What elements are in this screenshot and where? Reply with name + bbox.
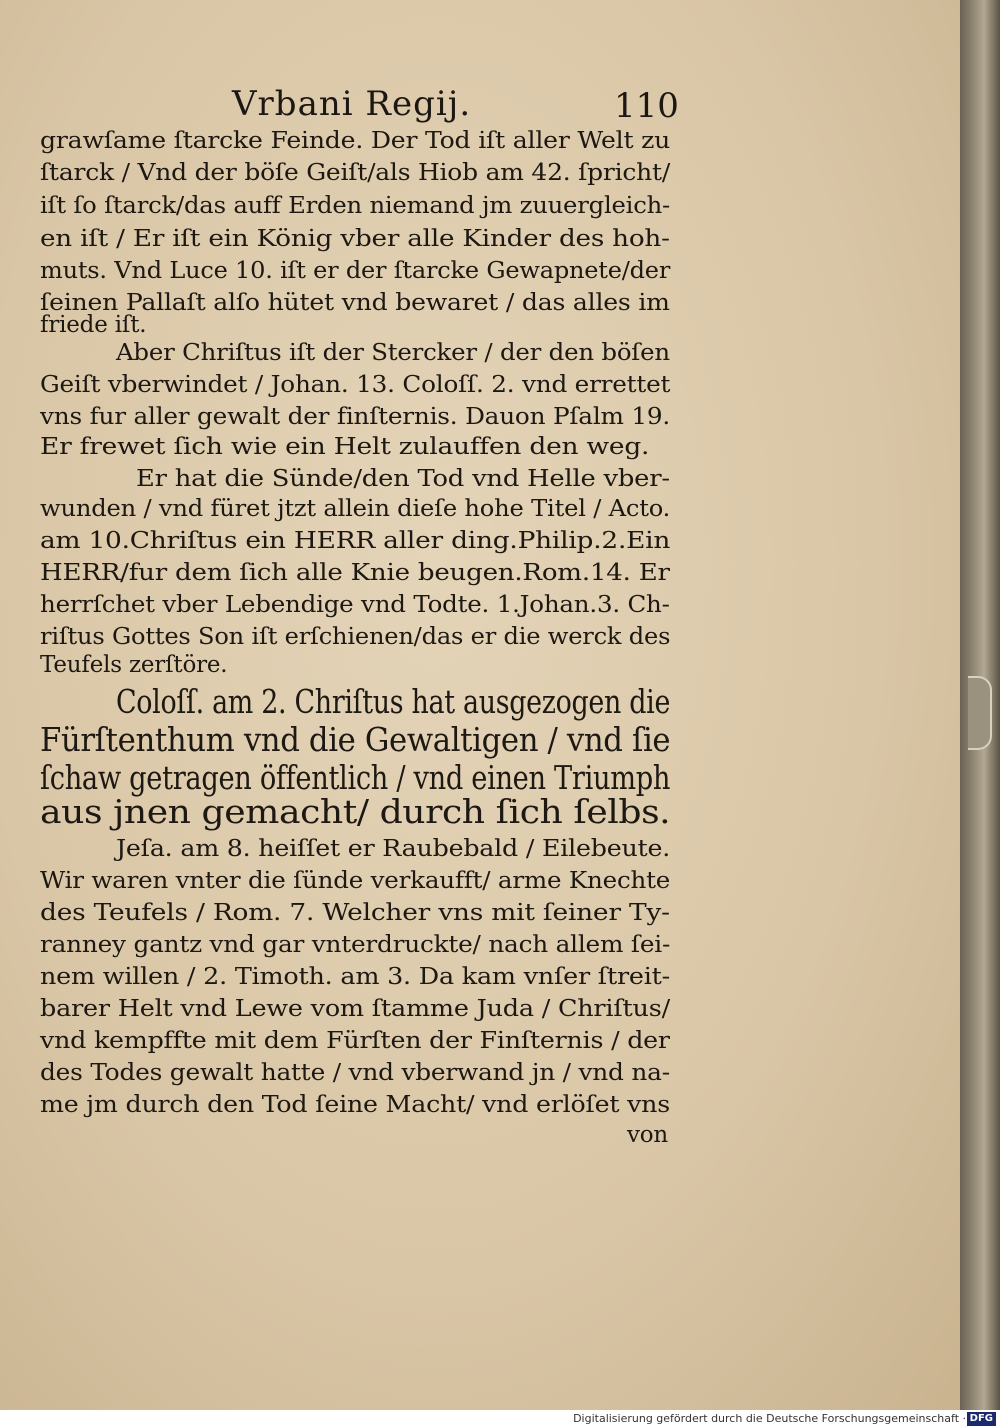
text-line-22: aus jnen gemacht/ durch ſich ſelbs. (40, 792, 671, 831)
text-line-4: en iſt / Er iſt ein König vber alle Kinder des hoh- (40, 226, 670, 252)
text-line-10: vns fur aller gewalt der finſternis. Dauon Pſalm 19. (40, 404, 671, 430)
dfg-logo: DFG (967, 1412, 996, 1426)
catchword: von (626, 1122, 668, 1148)
text-line-15: HERR/fur dem ſich alle Knie beugen.Rom.14. Er (40, 560, 670, 586)
page-number: 110 (614, 86, 679, 126)
text-line-28: barer Helt vnd Lewe vom ſtamme Juda / Chriſtus/ (40, 996, 670, 1022)
text-line-21: ſchaw getragen öffentlich / vnd einen Triumph (40, 758, 671, 797)
text-line-19: Coloſſ. am 2. Chriſtus hat ausgezogen die (116, 682, 671, 721)
text-line-3: iſt ſo ſtarck/das auff Erden niemand jm zuuergleich- (40, 193, 671, 219)
text-line-13: wunden / vnd füret jtzt allein dieſe hohe Titel / Acto. (40, 496, 671, 522)
page-tab (968, 676, 992, 750)
text-line-29: vnd kempffte mit dem Fürſten der Finſternis / der (40, 1028, 670, 1054)
footer-credit: Digitalisierung gefördert durch die Deutsche Forschungsgemeinschaft · (573, 1412, 966, 1425)
text-line-16: herrſchet vber Lebendige vnd Todte. 1.Johan.3. Ch- (40, 592, 670, 618)
text-line-31: me jm durch den Tod ſeine Macht/ vnd erlöſet vns (40, 1092, 670, 1118)
text-line-1: grawſame ſtarcke Feinde. Der Tod iſt aller Welt zu (40, 128, 671, 154)
text-line-8: Aber Chriſtus iſt der Stercker / der den böſen (116, 340, 670, 366)
text-line-20: Fürſtenthum vnd die Gewaltigen / vnd ſie (40, 720, 671, 759)
text-line-12: Er hat die Sünde/den Tod vnd Helle vber- (136, 466, 670, 492)
text-line-17: riſtus Gottes Son iſt erſchienen/das er die werck des (40, 624, 671, 650)
text-line-26: ranney gantz vnd gar vnterdruckte/ nach allem ſei- (40, 932, 671, 958)
text-line-6: ſeinen Pallaſt alſo hütet vnd bewaret / das alles im (40, 290, 670, 316)
text-line-9: Geiſt vberwindet / Johan. 13. Coloſſ. 2. vnd errettet (40, 372, 671, 398)
text-line-23: Jeſa. am 8. heiſſet er Raubebald / Eilebeute. (116, 836, 671, 862)
running-header: Vrbani Regij. (232, 84, 472, 124)
text-line-14: am 10.Chriſtus ein HERR aller ding.Philip.2.Ein (40, 528, 671, 554)
text-line-25: des Teufels / Rom. 7. Welcher vns mit ſeiner Ty- (40, 900, 670, 926)
text-line-30: des Todes gewalt hatte / vnd vberwand jn / vnd na- (40, 1060, 670, 1086)
text-line-27: nem willen / 2. Timoth. am 3. Da kam vnſer ſtreit- (40, 964, 671, 990)
text-line-7: friede iſt. (40, 312, 147, 338)
text-line-18: Teufels zerſtöre. (40, 652, 228, 678)
text-line-2: ſtarck / Vnd der böſe Geiſt/als Hiob am 42. ſpricht/ (40, 160, 671, 186)
text-line-24: Wir waren vnter die ſünde verkaufft/ arme Knechte (40, 868, 671, 894)
text-line-11: Er frewet ſich wie ein Helt zulauffen den weg. (40, 434, 650, 460)
text-line-5: muts. Vnd Luce 10. iſt er der ſtarcke Gewapnete/der (40, 258, 671, 284)
